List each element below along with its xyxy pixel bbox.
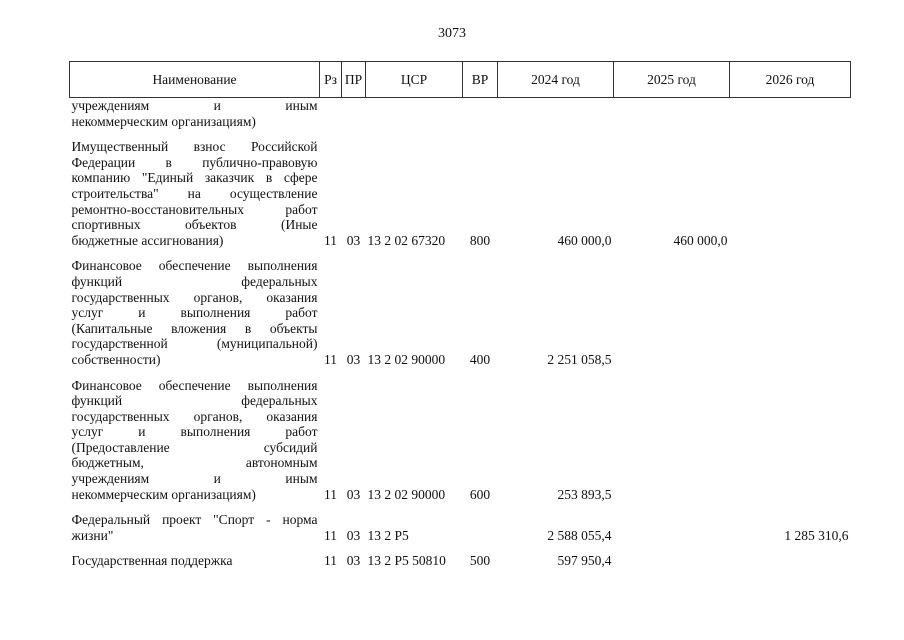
- row-csr: 13 2 02 90000: [367, 351, 446, 367]
- row-name-line: бюджетные ассигнования): [71, 232, 224, 248]
- header-rz: Рз: [320, 62, 342, 98]
- row-name-line: Финансовое обеспечение выполнения: [71, 377, 318, 393]
- row-2024: [498, 98, 614, 130]
- row-pr: 03: [346, 553, 361, 569]
- row-vr: 800: [469, 232, 491, 248]
- row-name-line: некоммерческим организациям): [71, 486, 256, 502]
- row-name-line: функций федеральных: [71, 393, 318, 409]
- row-csr: 13 2 02 67320: [367, 232, 446, 248]
- row-csr: 13 2 P5: [367, 527, 409, 543]
- row-name-line: ремонтно-восстановительных работ: [71, 201, 318, 217]
- table-row: [70, 368, 851, 503]
- row-pr: 03: [346, 351, 361, 367]
- row-name: [70, 129, 320, 248]
- table-row: [70, 129, 851, 248]
- row-vr: 600: [469, 486, 491, 502]
- row-name-line: государственной (муниципальной): [71, 336, 318, 352]
- row-name-line: Финансовое обеспечение выполнения: [71, 258, 318, 274]
- row-pr: [342, 98, 366, 130]
- row-rz: 11: [324, 553, 337, 569]
- table-row: [70, 98, 851, 130]
- row-2024: 2 588 055,4: [547, 527, 612, 543]
- row-2024: 253 893,5: [557, 486, 612, 502]
- row-name-line: учреждениям и иным: [71, 471, 318, 487]
- row-name-line: учреждениям и иным: [71, 98, 318, 113]
- page-number: 3073: [438, 26, 466, 41]
- row-name-line: Федерации в публично-правовую: [71, 154, 318, 170]
- row-pr: 03: [346, 486, 361, 502]
- row-rz: 11: [324, 486, 337, 502]
- row-rz: 11: [324, 232, 337, 248]
- row-rz: 11: [324, 527, 337, 543]
- row-csr: [366, 98, 463, 130]
- header-csr: ЦСР: [366, 62, 463, 98]
- header-vr: ВР: [463, 62, 498, 98]
- row-2024: 460 000,0: [557, 232, 612, 248]
- row-name-line: собственности): [71, 351, 161, 367]
- table-row: [70, 543, 851, 569]
- row-name: [70, 98, 320, 130]
- row-name-line: государственных органов, оказания: [71, 289, 318, 305]
- row-2024: 2 251 058,5: [547, 351, 612, 367]
- row-vr: [463, 98, 498, 130]
- header-pr: ПР: [342, 62, 366, 98]
- row-name-line: (Предоставление субсидий: [71, 439, 318, 455]
- row-name-line: жизни": [71, 527, 114, 543]
- header-2024: 2024 год: [498, 62, 614, 98]
- row-name-line: функций федеральных: [71, 273, 318, 289]
- row-2025: [614, 98, 730, 130]
- row-2026: [730, 129, 851, 248]
- row-name-line: Государственная поддержка: [71, 553, 233, 569]
- row-vr: 400: [469, 351, 491, 367]
- row-rz: 11: [324, 351, 337, 367]
- header-2026: 2026 год: [730, 62, 851, 98]
- table-row: [70, 502, 851, 543]
- row-name-line: строительства" на осуществление: [71, 185, 318, 201]
- row-2026: [730, 368, 851, 503]
- budget-table: [69, 61, 851, 569]
- row-2026: [730, 98, 851, 130]
- row-name-line: некоммерческим организациям): [71, 113, 256, 129]
- row-2025: [614, 368, 730, 503]
- row-2026: [730, 543, 851, 569]
- row-2025: [614, 248, 730, 367]
- row-rz: [320, 98, 342, 130]
- row-pr: 03: [346, 232, 361, 248]
- row-2026: [730, 248, 851, 367]
- row-vr: [463, 502, 498, 543]
- row-name: [70, 368, 320, 503]
- row-2025: [614, 502, 730, 543]
- row-name-line: Федеральный проект "Спорт - норма: [71, 512, 318, 528]
- row-name-line: бюджетным, автономным: [71, 455, 318, 471]
- table-row: [70, 248, 851, 367]
- row-name-line: государственных органов, оказания: [71, 408, 318, 424]
- row-name-line: услуг и выполнения работ: [71, 305, 318, 321]
- row-vr: 500: [469, 553, 491, 569]
- header-row: [70, 62, 851, 98]
- header-2025: 2025 год: [614, 62, 730, 98]
- row-2024: 597 950,4: [557, 553, 612, 569]
- row-2026: 1 285 310,6: [784, 527, 849, 543]
- row-name-line: Имущественный взнос Российской: [71, 139, 318, 155]
- row-csr: 13 2 P5 50810: [367, 553, 446, 569]
- row-name: [70, 543, 320, 569]
- row-2025: 460 000,0: [673, 232, 728, 248]
- row-name: [70, 502, 320, 543]
- row-2025: [614, 543, 730, 569]
- row-name-line: услуг и выполнения работ: [71, 424, 318, 440]
- row-csr: 13 2 02 90000: [367, 486, 446, 502]
- header-name: Наименование: [70, 62, 320, 98]
- row-name-line: компанию "Единый заказчик в сфере: [71, 170, 318, 186]
- row-name-line: (Капитальные вложения в объекты: [71, 320, 318, 336]
- row-name-line: спортивных объектов (Иные: [71, 217, 318, 233]
- row-pr: 03: [346, 527, 361, 543]
- row-name: [70, 248, 320, 367]
